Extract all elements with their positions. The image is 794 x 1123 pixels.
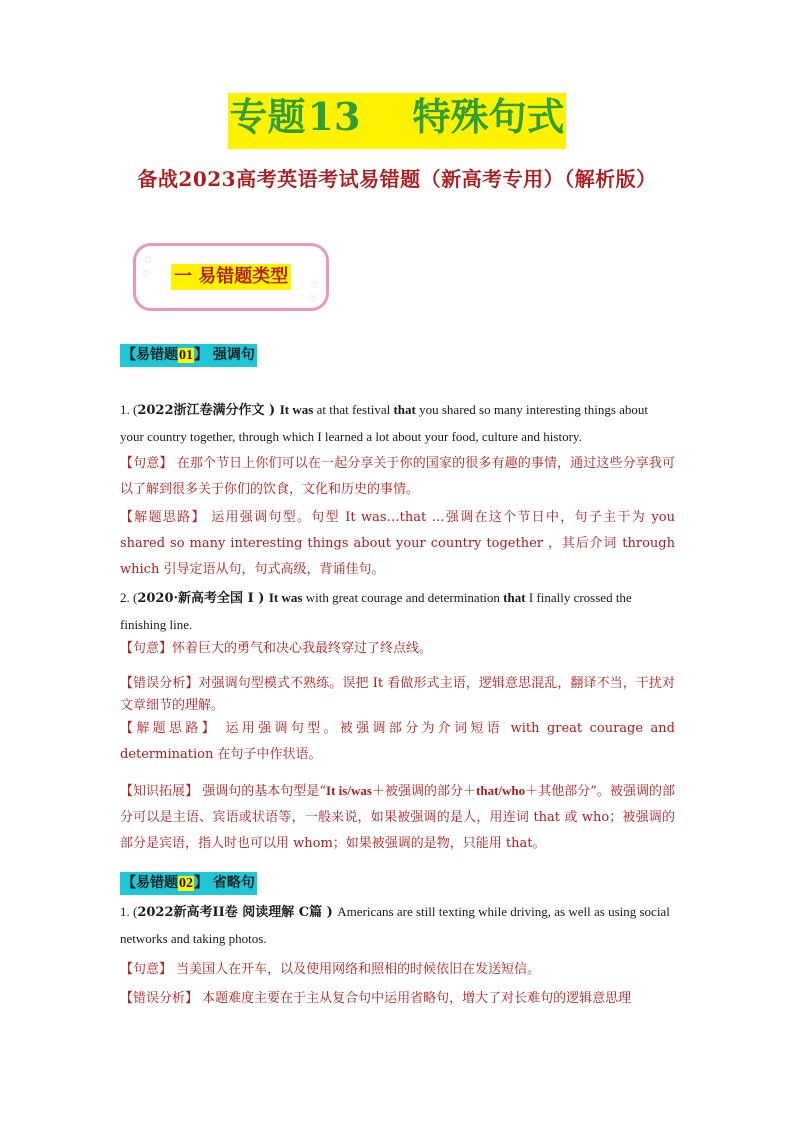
subtitle: 备战2023高考英语考试易错题（新高考专用）（解析版） [137, 167, 657, 191]
badge-label: 一 易错题类型 [171, 264, 291, 290]
error-2: 【错误分析】对强调句型模式不熟练。误把 It 看做形式主语，逻辑意思混乱，翻译不当，干扰对文章细节的理解。 [120, 676, 675, 713]
question-3: 1. (2022新高考II卷 阅读理解 C篇 ) Americans are still texting while driving, as well as using social networks and taking photos. [120, 904, 670, 946]
title-name: 特殊句式 [412, 94, 565, 139]
idea-1: 【解题思路】 运用强调句型。句型 It was…that …强调在这个节日中，句子主干为 you shared so many interesting things about your country together ，其后介词 through which 引导定语从句，句式高级，背诵佳句。 [120, 510, 675, 577]
question-1: 1. (2022浙江卷满分作文 ) It was at that festival that you shared so many interesting things about your country together, through which I learned a lot about your food, culture and history. [120, 402, 649, 444]
title-prefix: 专题 [229, 94, 306, 139]
section-type-badge [133, 243, 329, 311]
question-2: 2. (2020·新高考全国 I ) It was with great courage and determination that I finally crossed the finishing line. [120, 590, 632, 632]
question-source: 2022浙江卷满分作文 [137, 403, 265, 418]
section-heading-02: 【易错题02】 省略句 [120, 871, 675, 897]
question-source: 2020·新高考全国 I [137, 591, 259, 606]
meaning-2: 【句意】怀着巨大的勇气和决心我最终穿过了终点线。 [120, 641, 433, 656]
knowledge-expansion: 【知识拓展】 强调句的基本句型是“It is/was＋被强调的部分＋that/who＋其他部分”。被强调的部分可以是主语、宾语或状语等，一般来说，如果被强调的是人，用连词 that 或 who；被强调的部分是宾语，指人时也可以用 whom；如果被强调的是物，只能用 that。 [120, 783, 675, 851]
heart-icon: ♡ [310, 281, 319, 291]
meaning-3: 【句意】 当美国人在开车，以及使用网络和照相的时候依旧在发送短信。 [120, 962, 541, 977]
idea-2: 【解题思路】 运用强调句型。被强调部分为介词短语 with great courage and determination 在句子中作状语。 [120, 721, 675, 762]
section-heading-01: 【易错题01】 强调句 [120, 343, 675, 369]
title-highlight [228, 93, 567, 149]
heart-icon: ♡ [142, 270, 151, 280]
page-title [0, 93, 794, 149]
title-number: 13 [307, 94, 361, 139]
meaning-1: 【句意】 在那个节日上你们可以在一起分享关于你的国家的很多有趣的事情，通过这些分享我可以了解到很多关于你们的饮食，文化和历史的事情。 [120, 456, 675, 497]
heart-icon: ♡ [308, 295, 317, 305]
question-source: 2022新高考II卷 阅读理解 C篇 [137, 905, 323, 920]
error-3: 【错误分析】 本题难度主要在于主从复合句中运用省略句，增大了对长难句的逻辑意思理 [120, 991, 632, 1006]
heart-icon: ♡ [144, 256, 153, 266]
